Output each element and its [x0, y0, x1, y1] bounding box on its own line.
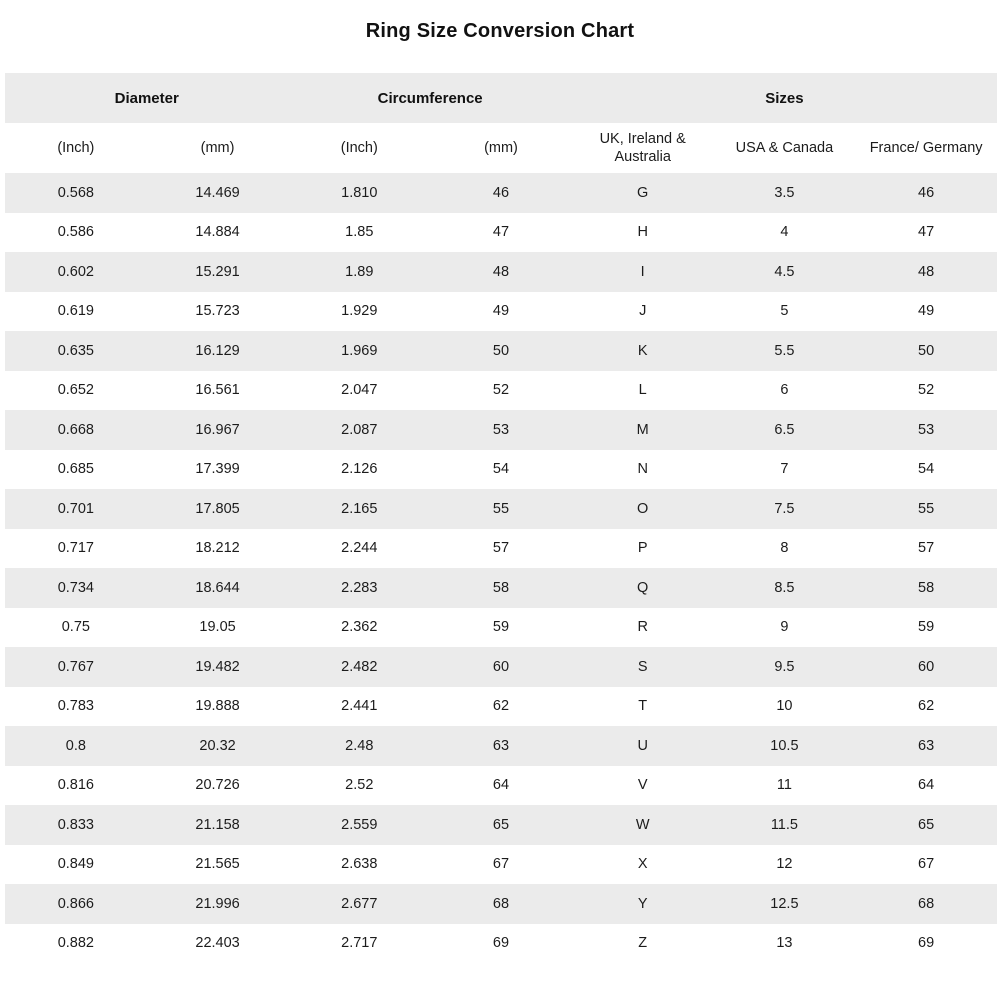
- table-row: [5, 924, 997, 964]
- table-cell: M: [572, 410, 714, 450]
- table-cell: 46: [430, 173, 572, 213]
- column-header-uk-ireland-australia: UK, Ireland & Australia: [572, 123, 714, 173]
- column-header-diameter-mm: (mm): [147, 123, 289, 173]
- table-cell: 0.668: [5, 410, 147, 450]
- table-row: [5, 766, 997, 806]
- table-cell: 58: [855, 568, 997, 608]
- table-cell: 10.5: [714, 726, 856, 766]
- table-row: [5, 568, 997, 608]
- table-cell: 1.969: [288, 331, 430, 371]
- table-row: [5, 726, 997, 766]
- table-cell: 53: [855, 410, 997, 450]
- table-row: [5, 884, 997, 924]
- column-header-france-germany: France/ Germany: [855, 123, 997, 173]
- table-cell: 15.723: [147, 292, 289, 332]
- table-cell: 2.482: [288, 647, 430, 687]
- table-cell: 55: [430, 489, 572, 529]
- table-cell: 0.767: [5, 647, 147, 687]
- table-cell: 0.568: [5, 173, 147, 213]
- column-header-row: [5, 123, 997, 173]
- table-cell: 12.5: [714, 884, 856, 924]
- table-cell: 49: [855, 292, 997, 332]
- table-cell: 0.717: [5, 529, 147, 569]
- table-row: [5, 410, 997, 450]
- table-cell: 64: [855, 766, 997, 806]
- table-cell: 19.482: [147, 647, 289, 687]
- table-cell: 2.362: [288, 608, 430, 648]
- table-cell: 22.403: [147, 924, 289, 964]
- table-cell: W: [572, 805, 714, 845]
- table-cell: 3.5: [714, 173, 856, 213]
- table-row: [5, 608, 997, 648]
- table-row: [5, 489, 997, 529]
- table-row: [5, 331, 997, 371]
- table-cell: 67: [855, 845, 997, 885]
- table-row: [5, 213, 997, 253]
- table-cell: 0.833: [5, 805, 147, 845]
- table-cell: P: [572, 529, 714, 569]
- table-cell: 17.399: [147, 450, 289, 490]
- table-cell: 68: [855, 884, 997, 924]
- table-row: [5, 687, 997, 727]
- table-cell: 65: [855, 805, 997, 845]
- table-cell: 2.52: [288, 766, 430, 806]
- table-cell: 46: [855, 173, 997, 213]
- table-cell: 21.565: [147, 845, 289, 885]
- table-cell: 0.816: [5, 766, 147, 806]
- table-cell: 59: [855, 608, 997, 648]
- table-row: [5, 450, 997, 490]
- table-cell: X: [572, 845, 714, 885]
- table-cell: 21.158: [147, 805, 289, 845]
- table-cell: 52: [855, 371, 997, 411]
- table-cell: 2.638: [288, 845, 430, 885]
- table-row: [5, 845, 997, 885]
- table-cell: 5: [714, 292, 856, 332]
- column-header-circumference-inch: (Inch): [288, 123, 430, 173]
- table-cell: 0.882: [5, 924, 147, 964]
- table-cell: 14.884: [147, 213, 289, 253]
- group-header-circumference: Circumference: [288, 73, 571, 123]
- table-cell: 62: [855, 687, 997, 727]
- table-cell: 47: [430, 213, 572, 253]
- table-cell: 16.967: [147, 410, 289, 450]
- table-cell: 2.126: [288, 450, 430, 490]
- table-cell: 19.888: [147, 687, 289, 727]
- table-cell: 5.5: [714, 331, 856, 371]
- table-cell: 2.441: [288, 687, 430, 727]
- table-cell: 0.652: [5, 371, 147, 411]
- table-cell: N: [572, 450, 714, 490]
- table-cell: 0.685: [5, 450, 147, 490]
- table-cell: 17.805: [147, 489, 289, 529]
- table-cell: 2.244: [288, 529, 430, 569]
- table-cell: 6: [714, 371, 856, 411]
- table-cell: 0.866: [5, 884, 147, 924]
- table-cell: 7: [714, 450, 856, 490]
- table-cell: 53: [430, 410, 572, 450]
- table-cell: 62: [430, 687, 572, 727]
- group-header-row: [5, 73, 997, 123]
- table-cell: 55: [855, 489, 997, 529]
- column-header-usa-canada: USA & Canada: [714, 123, 856, 173]
- table-cell: 2.717: [288, 924, 430, 964]
- table-cell: 2.677: [288, 884, 430, 924]
- table-cell: 50: [855, 331, 997, 371]
- table-cell: 64: [430, 766, 572, 806]
- table-cell: 4.5: [714, 252, 856, 292]
- table-cell: 60: [430, 647, 572, 687]
- table-cell: 48: [855, 252, 997, 292]
- table-cell: Z: [572, 924, 714, 964]
- table-cell: 54: [430, 450, 572, 490]
- table-cell: 7.5: [714, 489, 856, 529]
- table-cell: 48: [430, 252, 572, 292]
- table-cell: 14.469: [147, 173, 289, 213]
- table-cell: 54: [855, 450, 997, 490]
- table-cell: T: [572, 687, 714, 727]
- table-cell: Q: [572, 568, 714, 608]
- table-cell: 11.5: [714, 805, 856, 845]
- table-cell: 59: [430, 608, 572, 648]
- table-body: [5, 173, 997, 963]
- table-cell: 63: [430, 726, 572, 766]
- table-cell: 9: [714, 608, 856, 648]
- table-row: [5, 805, 997, 845]
- table-cell: H: [572, 213, 714, 253]
- table-cell: 63: [855, 726, 997, 766]
- table-cell: 4: [714, 213, 856, 253]
- table-cell: 8.5: [714, 568, 856, 608]
- table-cell: 12: [714, 845, 856, 885]
- table-cell: 65: [430, 805, 572, 845]
- table-cell: 11: [714, 766, 856, 806]
- table-cell: 1.85: [288, 213, 430, 253]
- table-cell: U: [572, 726, 714, 766]
- table-cell: 0.849: [5, 845, 147, 885]
- table-cell: 2.559: [288, 805, 430, 845]
- table-cell: 0.602: [5, 252, 147, 292]
- table-cell: 49: [430, 292, 572, 332]
- ring-size-conversion-table: [5, 73, 997, 963]
- table-row: [5, 252, 997, 292]
- table-cell: G: [572, 173, 714, 213]
- table-cell: S: [572, 647, 714, 687]
- table-cell: 1.929: [288, 292, 430, 332]
- table-cell: 57: [855, 529, 997, 569]
- table-cell: 2.283: [288, 568, 430, 608]
- table-row: [5, 173, 997, 213]
- page-title: Ring Size Conversion Chart: [365, 20, 635, 42]
- table-cell: 69: [430, 924, 572, 964]
- table-cell: 0.701: [5, 489, 147, 529]
- table-cell: 20.32: [147, 726, 289, 766]
- table-cell: 1.810: [288, 173, 430, 213]
- table-cell: 18.212: [147, 529, 289, 569]
- table-cell: 2.165: [288, 489, 430, 529]
- table-cell: 20.726: [147, 766, 289, 806]
- table-cell: 19.05: [147, 608, 289, 648]
- table-cell: 68: [430, 884, 572, 924]
- table-cell: I: [572, 252, 714, 292]
- table-cell: 58: [430, 568, 572, 608]
- table-cell: 50: [430, 331, 572, 371]
- table-cell: 8: [714, 529, 856, 569]
- table-cell: 21.996: [147, 884, 289, 924]
- table-cell: 47: [855, 213, 997, 253]
- table-cell: 2.047: [288, 371, 430, 411]
- table-cell: R: [572, 608, 714, 648]
- table-cell: 13: [714, 924, 856, 964]
- table-cell: 10: [714, 687, 856, 727]
- table-cell: K: [572, 331, 714, 371]
- table-cell: 9.5: [714, 647, 856, 687]
- table-cell: 0.635: [5, 331, 147, 371]
- table-cell: 18.644: [147, 568, 289, 608]
- table-cell: 0.619: [5, 292, 147, 332]
- table-cell: L: [572, 371, 714, 411]
- table-cell: 16.129: [147, 331, 289, 371]
- table-cell: 52: [430, 371, 572, 411]
- table-cell: 6.5: [714, 410, 856, 450]
- table-row: [5, 529, 997, 569]
- table-cell: 16.561: [147, 371, 289, 411]
- table-cell: 15.291: [147, 252, 289, 292]
- table-cell: 0.586: [5, 213, 147, 253]
- table-row: [5, 371, 997, 411]
- column-header-diameter-inch: (Inch): [5, 123, 147, 173]
- column-header-circumference-mm: (mm): [430, 123, 572, 173]
- table-cell: J: [572, 292, 714, 332]
- table-cell: 69: [855, 924, 997, 964]
- table-row: [5, 292, 997, 332]
- table-cell: 60: [855, 647, 997, 687]
- table-cell: 0.75: [5, 608, 147, 648]
- table-cell: 67: [430, 845, 572, 885]
- table-cell: 0.8: [5, 726, 147, 766]
- group-header-diameter: Diameter: [5, 73, 288, 123]
- table-cell: Y: [572, 884, 714, 924]
- table-cell: 0.783: [5, 687, 147, 727]
- table-cell: 0.734: [5, 568, 147, 608]
- table-cell: 2.087: [288, 410, 430, 450]
- table-cell: 57: [430, 529, 572, 569]
- table-row: [5, 647, 997, 687]
- table-cell: O: [572, 489, 714, 529]
- table-cell: 2.48: [288, 726, 430, 766]
- table-cell: V: [572, 766, 714, 806]
- group-header-sizes: Sizes: [572, 73, 997, 123]
- table-cell: 1.89: [288, 252, 430, 292]
